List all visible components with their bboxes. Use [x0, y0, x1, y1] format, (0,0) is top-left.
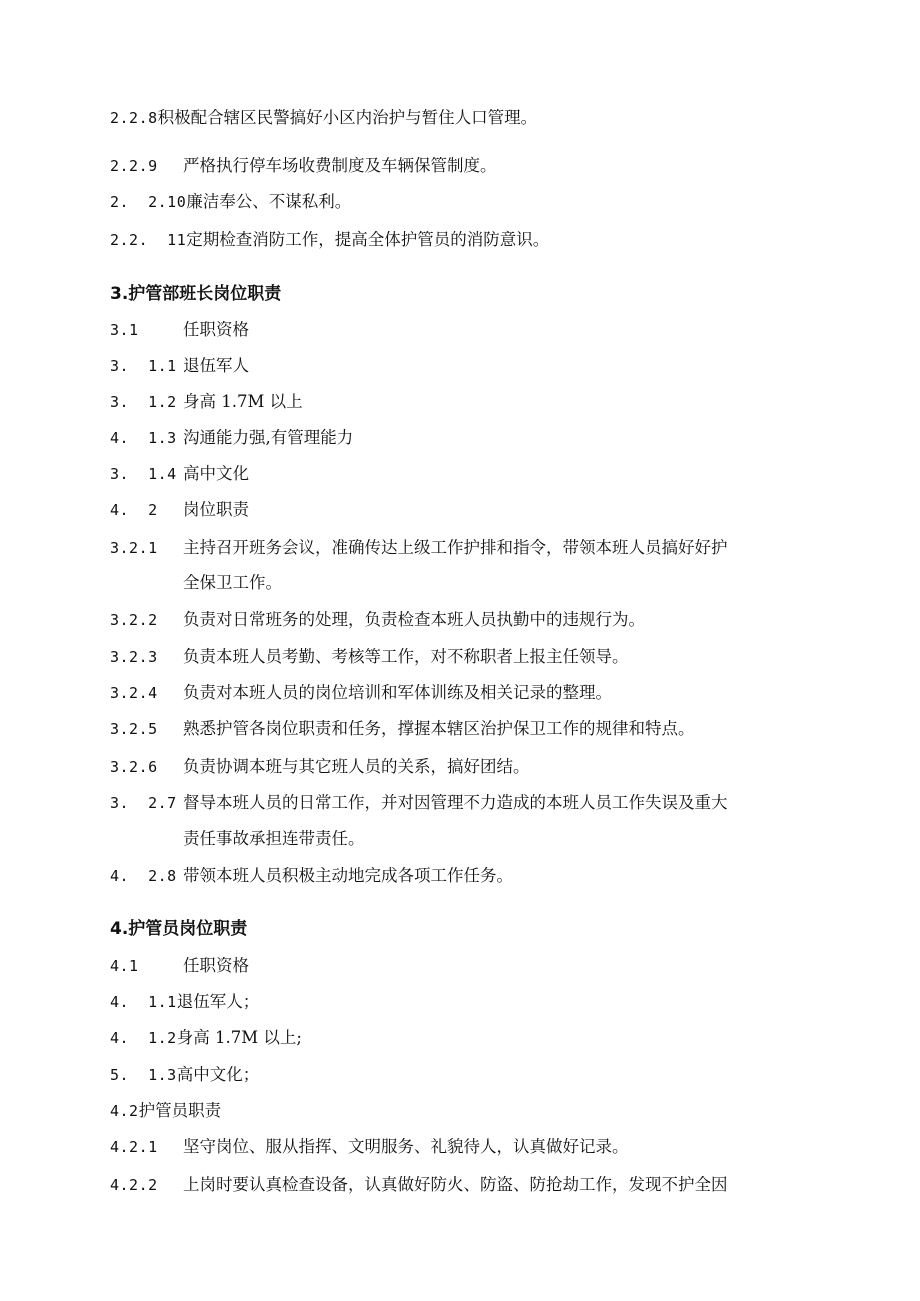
item-number: 4.1 — [110, 957, 139, 975]
item-number: 4. 1.2 — [110, 1029, 177, 1047]
item-number: 4. 2.8 — [110, 867, 177, 885]
item-number: 3.2.2 — [110, 611, 158, 629]
item-text: 负责对本班人员的岗位培训和军体训练及相关记录的整理。 — [183, 683, 612, 702]
item-text: 身高 1.7M 以上 — [183, 392, 303, 411]
item-number: 4.2 — [110, 1102, 139, 1120]
section-3-heading: 3.护管部班长岗位职责 — [110, 284, 282, 304]
item-text: 熟悉护管各岗位职责和任务，撑握本辖区治护保卫工作的规律和特点。 — [183, 719, 695, 738]
item-text: 负责协调本班与其它班人员的关系，搞好团结。 — [183, 757, 530, 776]
item-number: 2.2.8 — [110, 109, 158, 127]
item-text: 上岗时要认真检查设备，认真做好防火、防盗、防抢劫工作，发现不护全因 — [183, 1175, 728, 1194]
item-number: 3. 2.7 — [110, 794, 177, 812]
item-number: 4. 2 — [110, 501, 158, 519]
item-text: 高中文化 — [183, 464, 249, 483]
item-number: 4. 1.1 — [110, 993, 177, 1011]
item-text: 身高 1.7M 以上; — [176, 1028, 302, 1047]
item-text: 主持召开班务会议，准确传达上级工作护排和指令，带领本班人员搞好好护 — [183, 538, 728, 557]
item-number: 3.2.6 — [110, 758, 158, 776]
item-number: 4.2.1 — [110, 1138, 158, 1156]
item-number: 3.2.3 — [110, 648, 158, 666]
item-number: 3. 1.1 — [110, 357, 177, 375]
item-number: 3.2.4 — [110, 684, 158, 702]
item-text: 高中文化； — [176, 1065, 260, 1084]
item-number: 3.2.1 — [110, 539, 158, 557]
item-number: 4. 1.3 — [110, 429, 177, 447]
item-text: 退伍军人 — [183, 356, 249, 375]
item-text: 督导本班人员的日常工作，并对因管理不力造成的本班人员工作失误及重大 — [183, 793, 728, 812]
item-text: 任职资格 — [183, 320, 249, 339]
item-number: 3. 1.2 — [110, 393, 177, 411]
item-number: 4.2.2 — [110, 1176, 158, 1194]
item-text: 严格执行停车场收费制度及车辆保管制度。 — [183, 156, 497, 175]
item-text: 负责本班人员考勤、考核等工作，对不称职者上报主任领导。 — [183, 647, 629, 666]
item-number: 5. 1.3 — [110, 1066, 177, 1084]
item-text-continuation: 责任事故承担连带责任。 — [183, 829, 365, 848]
item-text: 廉洁奉公、不谋私利。 — [186, 192, 352, 211]
item-number: 2.2.9 — [110, 157, 158, 175]
item-number: 3. 1.4 — [110, 465, 177, 483]
item-text: 退伍军人； — [176, 992, 260, 1011]
section-4-heading: 4.护管员岗位职责 — [110, 919, 248, 939]
item-text: 任职资格 — [183, 956, 249, 975]
item-text-continuation: 全保卫工作。 — [183, 573, 282, 592]
item-number: 3.1 — [110, 321, 139, 339]
item-text: 负责对日常班务的处理，负责检查本班人员执勤中的违规行为。 — [183, 610, 645, 629]
item-number: 2.2. 11 — [110, 231, 187, 249]
item-number: 3.2.5 — [110, 720, 158, 738]
item-text: 带领本班人员积极主动地完成各项工作任务。 — [183, 866, 513, 885]
item-text: 定期检查消防工作，提高全体护管员的消防意识。 — [186, 230, 550, 249]
item-text: 坚守岗位、服从指挥、文明服务、礼貌待人，认真做好记录。 — [183, 1137, 629, 1156]
item-number: 2. 2.10 — [110, 193, 187, 211]
item-text: 岗位职责 — [183, 500, 249, 519]
item-text: 护管员职责 — [138, 1101, 222, 1120]
item-text: 沟通能力强,有管理能力 — [183, 428, 354, 447]
item-text: 积极配合辖区民警搞好小区内治护与暂住人口管理。 — [157, 108, 538, 127]
